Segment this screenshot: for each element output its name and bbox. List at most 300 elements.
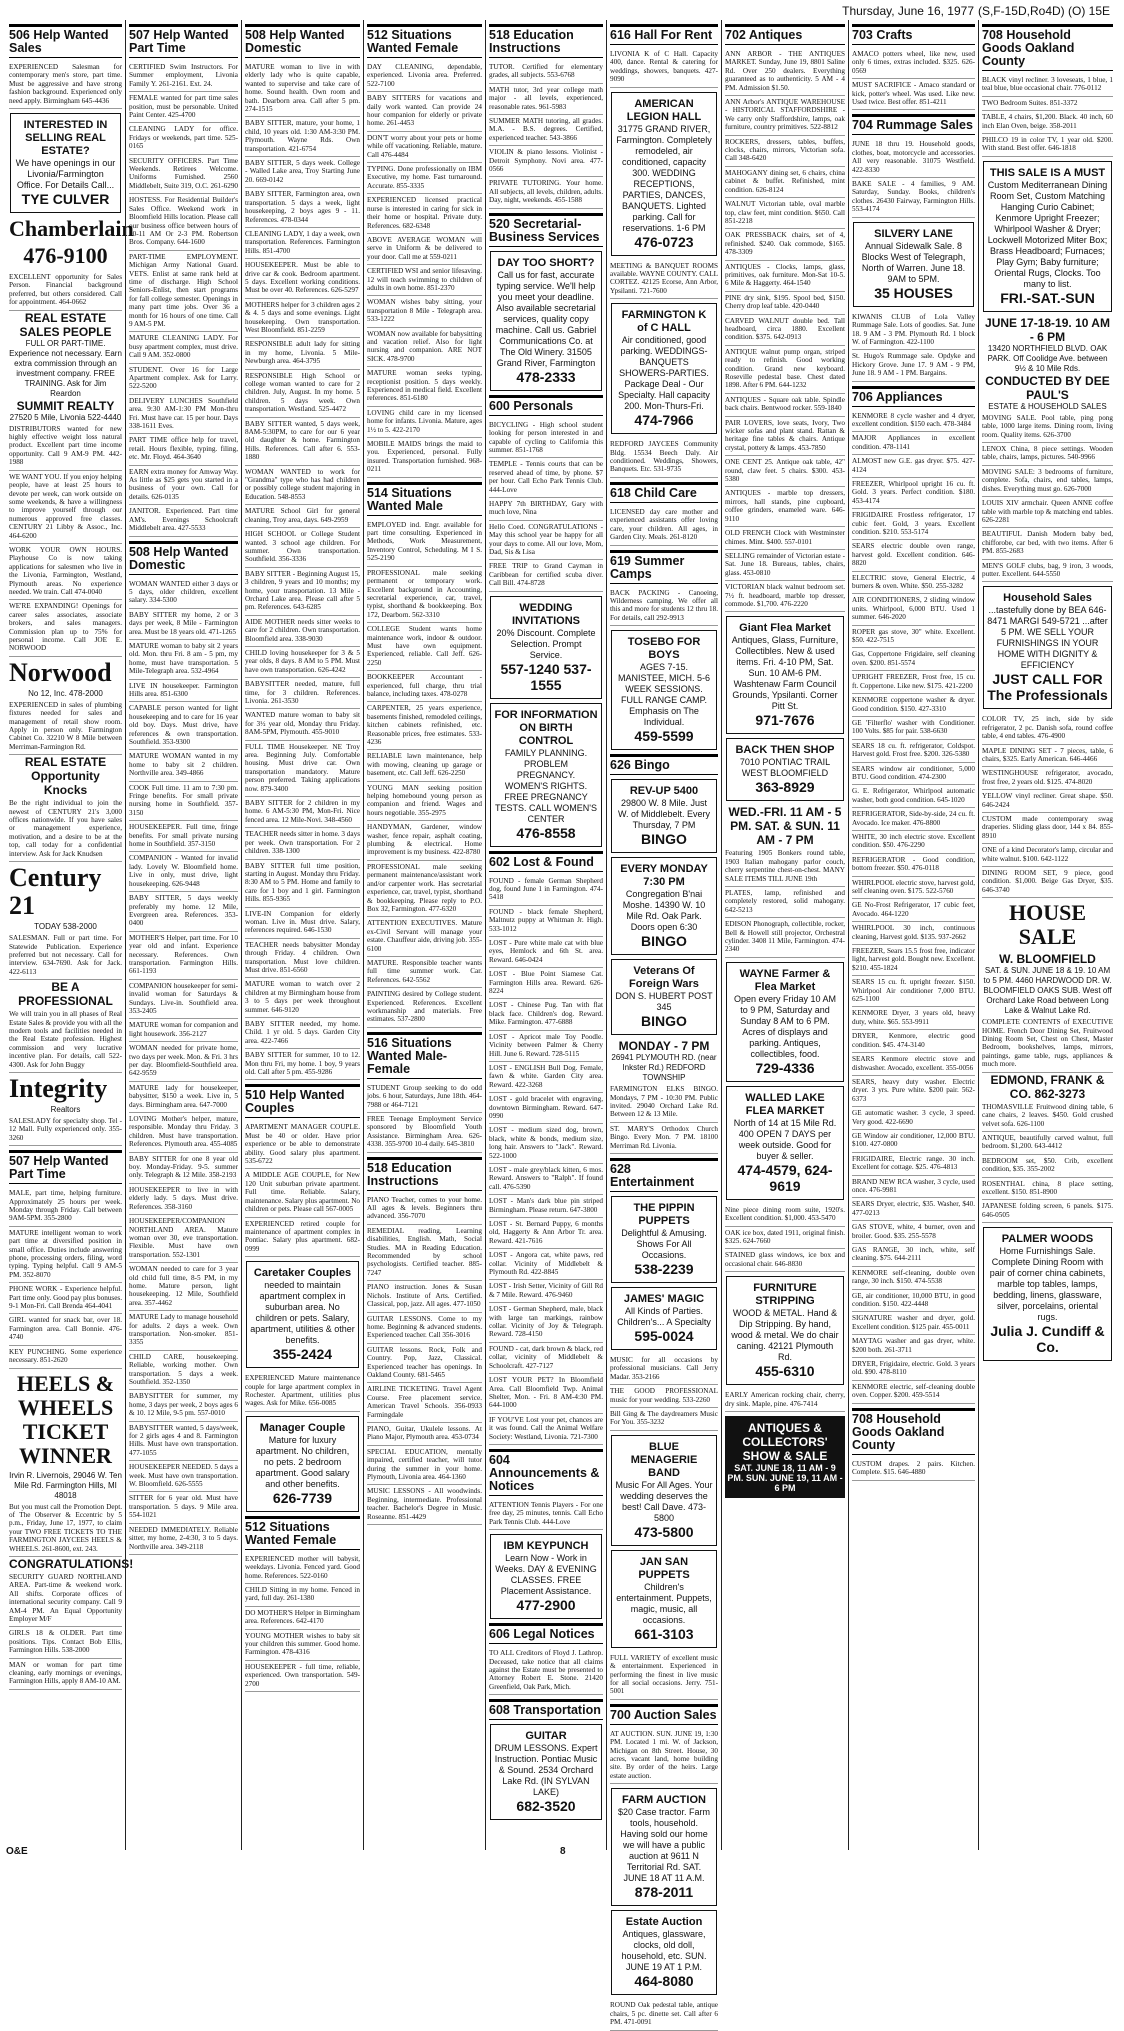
category-heading: 518 Education Instructions (367, 1157, 482, 1191)
display-ad-line: Antiques, Glass, Furniture, Collectibles. New & used items. Fri. 4-10 PM, Sat. Sun. 10 AM-6 PM. Washtenaw Farm Council Grounds, Ypsilanti. Corner Pitt St. (731, 635, 839, 712)
display-ad-line: 474-7966 (634, 412, 694, 429)
classified-ad: SITTER for 6 year old. Must have transportation. 5 days. 9 Mile area. 554-1021 (129, 1492, 238, 1523)
classified-ad: BABY SITTER, Farmington area, own transportation. 5 days a week, light housekeeping, 2 boys ages 9 - 11. References. 478-0344 (245, 188, 360, 228)
display-ad-line: BLUE MENAGERIE BAND (630, 1440, 698, 1479)
classified-ad: HOSTESS. For Residential Builder's Sales Office. Weekend work in Bloomfield Hills location. Please call our business office between hours of 10-11 AM Or 2-3 PM. Robertson Bros. Company. 644-1600 (129, 194, 238, 250)
display-ad-line: JAN SAN PUPPETS (638, 1555, 690, 1581)
ad-fine-print: ESTATE & HOUSEHOLD SALES (988, 401, 1107, 411)
classified-ad: WHIRLPOOL electric stove, harvest gold, self cleaning oven. $175. 522-5760 (852, 877, 975, 900)
display-ad-line: Estate Auction (625, 1916, 703, 1929)
display-headline: HOUSE SALE (1008, 900, 1087, 950)
display-ad-line: AGES 7-15. MANISTEE, MICH. 5-6 WEEK SESSIONS. FULL RANGE CAMP. Emphasis on The Individual. (617, 662, 710, 728)
classified-ad: JANITOR. Experienced. Part time AM's. Evenings Schoolcraft Middlebelt area. 427-5533 (129, 505, 238, 536)
display-ad (611, 1287, 717, 1350)
classified-ad: BEDROOM set, $50. Crib, excellent condition, $35. 355-2002 (982, 1155, 1113, 1178)
classified-ad: KENMORE coppertone washer & dryer. Good condition. $150. 427-3310 (852, 694, 975, 717)
classified-ad: BAKE SALE - 4 families, 9 AM. Saturday, Sunday. Books, children's clothes. 26430 Fairway, Farmington Hills. 553-4174 (852, 178, 975, 218)
classified-ad: CARPENTER, 25 years experience, basements finished, remodeled ceilings, kitchen cabinets refinished, etc. Reasonable prices, free estimates. 533-4236 (367, 702, 482, 750)
classified-ad: EXPERIENCED Mature maintenance couple for large apartment complex in Rochester. Apartment, utilities plus wages. Ask for Mike. 656-0085 (245, 1372, 360, 1412)
classified-ad: LOST YOUR PET? In Bloomfield Area. Call Bloomfield Twp. Animal Shelter, Mon. - Fri. 8 AM-4:30 PM. 644-1000 (489, 1374, 603, 1414)
display-ad-line: 557-1240 537-1555 (500, 660, 592, 693)
classified-ad: LOST - St. Bernard Puppy, 6 months old, Haggerty & Ann Arbor Tr. area. Reward. 421-7616 (489, 1218, 603, 1249)
classified-ad: BABY SITTER needed, my home. Child. 1 yr old. 5 days. Garden City area. 422-7466 (245, 1018, 360, 1049)
classified-ad: ANN ARBOR - THE ANTIQUES MARKET. Sunday, June 19, 8801 Saline Rd. Over 250 dealers. Everything guaranteed as to authenticity. 5 AM - 4 PM. Admission $1.50. (725, 48, 845, 96)
display-ad-line: 474-4579, 624-9619 (737, 1161, 833, 1194)
display-ad (853, 222, 974, 307)
display-ad (490, 251, 602, 391)
classified-ad: MATURE Lady to manage household for adults. 2 days a week. Own transportation. Non-smoker. 851-3355 (129, 1311, 238, 1351)
classified-ad: St. Hugo's Rummage sale. Opdyke and Hickory Grove. June 17. 9 AM - 9 PM, June 18. 9 AM - 1 PM. Bargains. (852, 350, 975, 381)
classified-ad: CERTIFIED Swim Instructors. For Summer employment, Livonia Family Y. 261-2161. Ext. 24. (129, 61, 238, 92)
classified-ad: SEARS 15 cu. ft. upright freezer. $150. Whirlpool Air conditioner 7,000 BTU. 625-1100 (852, 976, 975, 1007)
ad-fine-print: 26941 PLYMOUTH RD. (near Inkster Rd.) REDFORD TOWNSHIP (611, 1053, 717, 1083)
display-ad-line: JAMES' MAGIC (623, 1292, 705, 1305)
classified-ad: LIVE-IN Companion for elderly woman. Live in. Must drive. Salary, references required. 646-1530 (245, 908, 360, 939)
classified-ad: WESTINGHOUSE refrigerator, avocado, frost free, 2 years old. $125. 474-8020 (982, 767, 1113, 790)
classified-ad: JAPANESE folding screen, 6 panels. $175. 646-0505 (982, 1200, 1113, 1223)
classified-ad: LOST - German Shepherd, male, black with large tan markings, rainbow collar. Vicinity of Joy & Telegraph. Reward. 728-4150 (489, 1303, 603, 1343)
classified-ad: ELECTRIC stove, General Electric, 4 burners & oven. White. $50. 255-3282 (852, 572, 975, 595)
display-ad (983, 1227, 1112, 1361)
ad-fine-print: Realtors (50, 1104, 81, 1114)
classified-ad: YELLOW vinyl recliner. Great shape. $50. 646-2424 (982, 790, 1113, 813)
category-heading: 604 Announcements & Notices (489, 1449, 603, 1496)
display-ad-line: 729-4336 (755, 1059, 815, 1076)
classified-ad: We will train you in all phases of Real Estate Sales & provide you with all the modern tools and facilities needed in the Real Estate profession. Highest commission and very lucrative incentive plan. For details, call 522-4300. Ask for John Buggy (9, 1008, 122, 1073)
display-ad-line: ...tastefully done by BEA 646-8471 MARGI 549-5721 ...after 5 PM. WE SELL YOUR FURNISHINGS IN YOUR HOME WITH DIGNITY & EFFICIENCY (987, 605, 1108, 671)
classified-ad: PIANO, Guitar, Ukulele lessons. At Piano Major, Plymouth area. 453-0734 (367, 1423, 482, 1446)
classified-ad: GE Window air conditioner, 12,000 BTU. $100. 427-0800 (852, 1130, 975, 1153)
display-ad-line: Custom Mediterranean Dining Room Set, Custom Matching Hanging Curio Cabinet; Kenmore Upright Freezer; Whirlpool Washer & Dryer; Lockwell Motorized Miter Box; Brass Headboard; Furnaces; Play Gym; Baby furniture; Oriental Rugs, Clocks. Too many to list. (987, 179, 1108, 289)
classified-ad: STUDENT. Over 16 for Large Apartment complex. Ask for Larry. 522-5200 (129, 364, 238, 395)
display-ad-line: DRUM LESSONS. Expert Instruction. Pontiac Music & Sound. 2534 Orchard Lake Rd. (IN SYLVAN LAKE) (494, 1743, 598, 1798)
classified-ad: PINE dry sink, $195. Spool bed, $150. Cherry drop leaf table. 420-0440 (725, 292, 845, 315)
display-ad-line: Giant Flea Market (739, 622, 831, 635)
page-header (0, 4, 1124, 18)
classified-ad: CARVED WALNUT double bed. Tall headboard, circa 1880. Excellent condition. $375. 642-0913 (725, 315, 845, 346)
classified-ad: GE No-Frost Refrigerator, 17 cubic feet, Avocado. 464-1220 (852, 899, 975, 922)
category-heading: 606 Legal Notices (489, 1623, 603, 1644)
display-ad-line: North of 14 at 15 Mile Rd. 400 OPEN 7 DAYS per week outside. Good for buyer & seller. (733, 1117, 837, 1161)
display-ad-line: 626-7739 (272, 1489, 333, 1506)
display-ad-line: Children's entertainment. Puppets, magic, music, all occasions. (616, 1581, 712, 1625)
classified-ad: WOMAN now available for babysitting and vacation relief. Also for light nursing and companion. ARE NOT SICK. 478-9700 (367, 328, 482, 368)
display-ad-line: TYE CULVER (21, 191, 110, 208)
classified-ad: DON'T worry about your pets or home while off vacationing. Reliable, mature. Call 476-4484 (367, 132, 482, 163)
classified-ad: ONE CENT 25. Antique oak table, 42" round, claw feet. 5 chairs. $300. 453-5380 (725, 456, 845, 487)
classified-ad: COMPLETE CONTENTS of EXECUTIVE HOME. French Door Dining Set, Fruitwood Dining Room Set, Chest on Chest, Master Bedroom, bookshelves, lamps, mirrors, paintings, game table, rugs, appliances & much more. (982, 1016, 1113, 1072)
category-heading: 702 Antiques (725, 24, 845, 45)
display-ad (611, 630, 717, 750)
classified-ad: SEARS electric double oven range, harvest gold. Excellent condition. 646-8820 (852, 540, 975, 571)
classified-ad: BABY SITTER my home, 2 or 3 days per week, 8 Mile - Farmington area. Must be 18 years old. 471-1265 (129, 609, 238, 640)
classified-ad: ATTENTION EXECUTIVES. Mature ex-Civil Servant will manage your estate. Chauffeur aide, driving job. 355-6100 (367, 917, 482, 957)
classified-ad: BABY SITTER - Beginning August 15, 3 children, 9 years and 10 months; my home, your transportation. 13 Mile - Orchard Lake area. Please call after 5 pm. References. 643-6285 (245, 568, 360, 616)
display-ad-line: Home Furnishings Sale. Complete Dining Room with pair of corner china cabinets, marble top tables, lamps, bedding, linens, glassware, silver, porcelains, oriental rugs. (989, 1246, 1106, 1323)
classified-ad: CHILD Sitting in my home. Fenced in yard, full day. 261-1380 (245, 1584, 360, 1607)
display-ad-line: THIS SALE IS A MUST (989, 166, 1106, 179)
classified-ad: LOVING Mother's helper, mature, responsible. Monday thru Friday. 3 children. Must have transportation. References. Plymouth area. 455-4085 (129, 1113, 238, 1153)
category-heading: 608 Transportation (489, 1699, 603, 1720)
ad-subheading: SUMMIT REALTY (16, 398, 115, 413)
classified-ad: WOMAN WANTED to work for "Grandma" type who has had children or possibly college student majoring in Education. 548-8553 (245, 466, 360, 506)
display-ad-line: Antiques, glassware, clocks, old doll, household, etc. SUN. JUNE 19 AT 1 P.M. (621, 1929, 707, 1973)
classified-ad: TEACHER needs sitter in home. 3 days per week. Own transportation. For 2 children. 338-1300 (245, 828, 360, 859)
display-ad-line: 971-7676 (755, 712, 815, 729)
display-ad-line: FARM AUCTION (622, 1794, 706, 1807)
classified-ad: Bill Ging & The daydreamers Music For You. 355-3232 (610, 1408, 718, 1431)
classified-ad: FOUND - black female Shepherd, Maltnutz puppy at Whitman Jr. High. 533-1012 (489, 906, 603, 937)
classified-ad: MAYTAG washer and gas dryer, white. $200 both. 261-3711 (852, 1335, 975, 1358)
classified-ad: BABYSITTER wanted, 5 days/week, for 2 girls ages 4 and 8. Farmington Hills. Must have own transportation. 477-1055 (129, 1422, 238, 1462)
category-heading: 708 Household Goods Oakland County (982, 24, 1113, 71)
classified-ad: SELLING remainder of Victorian estate - Sat. June 18. Bureaus, tables, chairs, glass. 453-0810 (725, 550, 845, 581)
display-ad-line: Annual Sidewalk Sale. 8 Blocks West of Telegraph, North of Warren. June 18. 9AM to 5PM. (861, 240, 966, 284)
display-ad (611, 959, 717, 1035)
classified-ad: EXPERIENCED retired couple for maintenance of apartment complex in Pontiac. Salary plus apartment. 682-0999 (245, 1218, 360, 1258)
classified-ad: MATURE woman to live in with elderly lady who is quite capable, wanted to supervise and take care of home. Sound health. Own room and bath. Dearborn area. Call after 5 pm. 274-1515 (245, 61, 360, 117)
classified-ad: JUNE 18 thru 19. Household goods, clothes, boat, motorcycle and accessories. All very reasonable. 31075 Westfield. 422-8330 (852, 138, 975, 178)
display-ad-line: Julia J. Cundiff & Co. (990, 1323, 1105, 1356)
classified-ad: TYPING. Done professionally on IBM Executive, my home. Fast turnaround. Accurate. 855-3335 (367, 163, 482, 194)
classified-ad: FREEZER, Sears 15.5 frost free, indicator light, harvest gold. Bought new. Excellent. $210. 455-1824 (852, 945, 975, 976)
classified-ad: LOST - Irish Setter, Vicinity of Gill Rd & 7 Mile. Reward. 476-9460 (489, 1280, 603, 1303)
classified-ad: RESPONSIBLE adult lady for sitting in my home, Livonia. 5 Mile-Newburgh area. 464-3795 (245, 338, 360, 369)
classified-ad: MATURE intelligent woman to work part time at diversified position in small office. Duties include answering phone, processing orders, filing, word typing. Typing helpful. Call 9 AM-5 PM. 352-8070 (9, 1227, 122, 1283)
inverted-display-ad (725, 1416, 845, 1498)
classified-ad: SEARS, heavy duty washer. Electric dryer. 3 yrs. Pure white. $200 pair. 562-6373 (852, 1076, 975, 1107)
classified-ad: A MIDDLE AGE COUPLE, for New 120 Unit suburban private apartment. Full time. Reliable. Salary, maintenance. Salary plus apartment. No children or pets. Please call 567-0005 (245, 1169, 360, 1217)
display-ad-line: 477-2900 (516, 1597, 576, 1614)
display-ad-line: Congregation B'nai Moshe. 14390 W. 10 Mile Rd. Oak Park. Doors open 6:30 (622, 889, 706, 933)
classified-ad: MATURE CLEANING LADY. For busy apartment complex, must drive. Call 9 AM. 352-0800 (129, 332, 238, 363)
classified-ad: PART TIME office help for travel, retail. Hours flexible, typing. filing, etc. Mr. Floyd. 464-3640 (129, 434, 238, 465)
classified-ad: BACK PACKING - Canoeing, Wilderness camping. We offer all this and more for students 12 thru 18. For details, call 292-9913 (610, 587, 718, 627)
display-ad (246, 1261, 359, 1368)
classified-ad: Nine piece dining room suite, 1920's. Excellent condition. $1,000. 453-5470 (725, 1204, 845, 1227)
classified-ad: LENOX China, 8 piece settings. Wooden table, chairs, lamps, pictures. 540-9966 (982, 443, 1113, 466)
display-ad-line: WEDDING INVITATIONS (511, 601, 581, 627)
classified-ad: FRIGIDAIRE Frostless refrigerator, 17 cubic feet. Gold, 3 years. Excellent condition. $210. 553-5174 (852, 509, 975, 540)
classified-ad: STUDENT Group seeking to do odd jobs. 6 hour, Saturdays, June 18th. 464-7988 or 464-7121 (367, 1082, 482, 1113)
classified-ad: THOMASVILLE Fruitwood dining table, 6 cane chairs, 2 leaves. $450. Gold crushed velvet sofa. 626-1100 (982, 1101, 1113, 1132)
classified-ad: FOUND - cat, dark brown & black, red collar, vicinity of Middlebelt & Schoolcraft. 427-7127 (489, 1343, 603, 1374)
display-headline: HEELS & WHEELS TICKET WINNER (16, 1370, 115, 1468)
classified-ad: FEMALE wanted for part time sales position, must be personable. United Paint Center. 425-4700 (129, 92, 238, 123)
classified-ad: MEETING & BANQUET ROOMS available. WAYNE COUNTY. CALL CORTEZ. 42125 Ecorse, Ann Arbor, Ypsilanti. 721-7600 (610, 260, 718, 300)
display-ad-line: FRI.-SAT.-SUN (1000, 289, 1095, 306)
classified-ad: HIGH SCHOOL or College Student wanted. 3 school age children. For summer. Own transportation. Southfield. 356-3336 (245, 528, 360, 568)
classified-ad: MAJOR Appliances in excellent condition. 478-1141 (852, 432, 975, 455)
category-heading: 510 Help Wanted Couples (245, 1084, 360, 1118)
classified-ad: UPRIGHT FREEZER, Frost free, 15 cu. ft. Coppertone. Like new. $175. 421-2200 (852, 671, 975, 694)
classified-ad: MATURE WOMAN wanted in my home to baby sit 2 children. Northville area. 349-4866 (129, 750, 238, 781)
display-ad-line: JUST CALL FOR The Professionals (987, 671, 1108, 704)
ad-subheading: REAL ESTATE Opportunity Knocks (24, 755, 107, 798)
classified-column (241, 20, 363, 1850)
classified-ad: ALMOST new G.E. gas dryer. $75. 427-4124 (852, 455, 975, 478)
display-ad-line: FARMINGTON K of C HALL (621, 309, 707, 335)
classified-ad: EDISON Phonograph, collectible, rocker, Bell & Howell still projector, Orchestral cylinder. 3408 11 Mile, Farmington. 474-2340 (725, 918, 845, 958)
category-heading: 706 Appliances (852, 386, 975, 407)
classified-ad: TWO Bedroom Suites. 851-3372 (982, 97, 1113, 111)
display-ad (490, 703, 602, 847)
classified-ad: LOST - gold bracelet with engraving, downtown Birmingham. Reward. 647-0990 (489, 1093, 603, 1124)
classified-ad: PIANO instruction. Jones & Susan Nichols. Institute of Arts. Certified. Classical, pop, jazz. All ages. 477-1050 (367, 1281, 482, 1312)
issue-date: Thursday, June 16, 1977 (842, 4, 974, 18)
category-heading: 618 Child Care (610, 482, 718, 503)
display-ad (490, 596, 602, 699)
ad-fine-print: FULL OR PART-TIME. Experience not necessary. Earn extra commission through an investment company. FREE TRAINING. Ask for Jim Reardon (9, 338, 122, 398)
classified-ad: FOUND - female German Shepherd dog, found June 1 in Farmington. 474-5418 (489, 875, 603, 906)
classified-ad: DINING ROOM SET, 9 piece, good condition. $1,000. Beige Gas Dryer, $35. 646-3740 (982, 867, 1113, 898)
classified-ad: CUSTOM made contemporary swag draperies. Sliding glass door, 144 x 84. 855-8910 (982, 813, 1113, 844)
display-ad-line: Caretaker Couples (253, 1267, 352, 1280)
classified-ad: TABLE, 4 chairs, $1,200. Black. 40 inch, 60 inch Elan Oven, beige. 358-2011 (982, 111, 1113, 134)
classified-ad: SEARS Kenmore electric stove and dishwasher. Avocado, excellent. 355-0056 (852, 1053, 975, 1076)
classified-ad: GE 'Filterflo' washer with Conditioner. 100 Volts. $85 for pair. 538-6630 (852, 717, 975, 740)
classified-ad: BABY SITTER for 2 children in my home. 6 AM-5:30 PM, Mon-Fri. Nice fenced area. 12 Mile-Novi. 348-4560 (245, 797, 360, 828)
classified-ad: MOTHERS helper for 3 children ages 2 & 4. 5 days and some evenings. Light housekeeping. Own transportation. West Bloomfield. 851-2259 (245, 299, 360, 339)
classified-ad: ANTIQUES - Clocks, lamps, glass, primitives, oak furniture. Mon-Sat 10-5. 6 Mile & Haggerty. 464-1540 (725, 261, 845, 292)
classified-ad: MATURE woman for companion and light housework. 356-2127 (129, 1019, 238, 1042)
category-heading: 512 Situations Wanted Female (367, 24, 482, 58)
classified-ad: FREEZER, Whirlpool upright 16 cu. ft. Gold. 3 years. Perfect condition. $180. 453-4174 (852, 478, 975, 509)
display-ad-line: THE PIPPIN PUPPETS (633, 1201, 695, 1227)
company-logotype: Century 21 (9, 863, 102, 921)
display-ad-line: BINGO (641, 1013, 687, 1030)
classified-ad: BABY SITTERS for vacations and daily work wanted. Can provide 24 hour companion for elderly or private home. 261-4453 (367, 92, 482, 132)
classified-ad: BABYSITTER needed, mature, full time, for 3 children. References. Livonia. 261-3530 (245, 678, 360, 709)
classified-column (125, 20, 241, 1850)
classified-ad: PLATES, lamp, refinished and completely restored, solid mahogany. 642-5213 (725, 887, 845, 918)
display-ad-line: 682-3520 (516, 1798, 576, 1815)
display-ad-line: Open every Friday 10 AM to 9 PM, Saturday and Sunday 8 AM to 6 PM. Acres of displays and parking. Antiques, collectibles, food. (733, 993, 837, 1059)
classified-ad: ROCKERS, dressers, tables, buffets, clocks, chairs, mirrors, Victorian sofa. Call 348-6420 (725, 136, 845, 167)
classified-ad: LOST - Apricot male Toy Poodle. Vicinity between Palmer & Cherry Hill. June 6. Reward. 728-5115 (489, 1031, 603, 1062)
ad-subheading: MONDAY - 7 PM (618, 1039, 710, 1054)
ad-fine-print: TODAY 538-2000 (34, 922, 97, 932)
classified-ad: YOUNG MAN seeking position helping homebound young person as companion and friend. Wages and hours negotiable. 355-2975 (367, 782, 482, 822)
classified-ad: MUSIC LESSONS - All woodwinds. Beginning, intermediate. Professional teacher. Bachelor's Degree in Music. Roseanne. 851-4429 (367, 1485, 482, 1525)
classified-ad: MOVING SALE: 3 bedrooms of furniture, complete. Sofa, chairs, end tables, lamps, dishes. Everything must go. 626-7000 (982, 466, 1113, 497)
classified-ad: GE automatic washer. 3 cycle, 3 speed. Very good. 422-6690 (852, 1107, 975, 1130)
classified-ad: AIDE MOTHER needs sitter weeks to care for 2 children. Own transportation. Bloomfield area. 338-9030 (245, 616, 360, 647)
display-ad (10, 113, 121, 213)
classified-ad: LOST - Man's dark blue pin striped Birmingham. Please return. 647-3800 (489, 1195, 603, 1218)
classified-ad: BRAND NEW RCA washer, 3 cycle, used once. 476-9981 (852, 1176, 975, 1199)
classified-ad: SUMMER MATH tutoring, all grades. M.A. - B.S. degrees. Certified, experienced teacher. 543-3866 (489, 115, 603, 146)
display-ad-line: 20% Discount. Complete Selection. Prompt Service. (496, 627, 596, 660)
classified-ad: LOST - ENGLISH Bull Dog. Female, fawn & white. Garden City area. Reward. 422-3268 (489, 1062, 603, 1093)
category-heading: 708 Household Goods Oakland County (852, 1408, 975, 1455)
classified-ad: GIRLS 18 & OLDER. Part time positions. Tips. Contact Bob Ellis, Farmington Hills. 538-2000 (9, 1627, 122, 1658)
classified-ad: LIVONIA K of C Hall. Capacity 400, dance. Rental & catering for weddings, showers, banquets. 427-9090 (610, 48, 718, 88)
classified-ad: OAK ice box, dated 1911, original finish. $325. 624-7660 (725, 1227, 845, 1250)
classified-ad: MATURE woman to baby sit 2 years old. Mon. thru Fri. 8 am - 5 pm, my home, must have transportation. 5 Mile-Telegraph area. 532-4964 (129, 640, 238, 680)
classified-ad: ROSENTHAL china, 8 place setting, excellent. $150. 851-8900 (982, 1178, 1113, 1201)
classified-ad: PRIVATE TUTORING. Your home. All subjects, all levels, children, adults. Day, night, weekends. 455-1588 (489, 177, 603, 208)
classified-ad: TEACHER needs babysitter Monday through Friday. 4 children. Own transportation. Must love children. Must drive. 851-6560 (245, 939, 360, 979)
display-ad (611, 1550, 717, 1648)
classified-ad: ANTIQUE, beautifully carved walnut, full bedroom. $1,200. 643-4412 (982, 1132, 1113, 1155)
classified-ad: MATH tutor, 3rd year college math major - all levels, experienced, reasonable rates. 961-5983 (489, 84, 603, 115)
category-heading: 626 Bingo (610, 754, 718, 775)
classified-ad: EARLY American rocking chair, cherry, dry sink. Maple, pine. 476-7414 (725, 1389, 845, 1412)
ad-subheading: CONGRATULATIONS! (9, 1556, 134, 1571)
classified-ad: NEEDED IMMEDIATELY. Reliable sitter, my home, 2-4:30, 3 to 5 days. Northville area. 349-2118 (129, 1524, 238, 1555)
classified-ad: Be the right individual to join the newest of CENTURY 21's 3,000 offices nationwide. If you have sales or management experience, motivation, and a desire to be at the top, call today for a confidential interview. Ask for Jack Knudsen (9, 797, 122, 862)
classified-ad: GAS RANGE, 30 inch, white, self cleaning. $75. 644-2111 (852, 1244, 975, 1267)
classified-ad: TEMPLE - Tennis courts that can be reserved ahead of time, by phone. $7 per hour. Call Echo Park Tennis Club. 444-Love (489, 458, 603, 498)
category-heading: 507 Help Wanted Part Time (9, 1150, 122, 1184)
classified-ad: But you must call the Promotion Dept. of The Observer & Eccentric by 5 p.m., Friday, June 17, 1977, to claim your TWO FREE TICKETS TO THE FARMINGTON JAYCEES HEELS & WHEELS. 261-8600, ext. 243. (9, 1501, 122, 1557)
display-ad (726, 616, 844, 734)
classified-ad: G. E. Refrigerator, Whirlpool automatic washer, both good condition. 645-1020 (852, 785, 975, 808)
classified-ad: WOMAN needed to care for 3 year old child full time, 8-5 PM, in my home. Mature person, light housekeeping. 12 Mile, Southfield area. 357-4462 (129, 1263, 238, 1311)
classified-ad: KENMORE 8 cycle washer and 4 dryer, excellent condition. $150 each. 478-3484 (852, 410, 975, 433)
classified-ad: BABY SITTER, 5 days weekly preferably my home. 12 Mile, Evergreen area. References. 353-0400 (129, 892, 238, 932)
display-ad-line: 363-8929 (755, 779, 815, 796)
classified-ad: ROUND Oak pedestal table, antique chairs, 5 pc. dinette set. Call after 6 PM. 471-0091 (610, 1999, 718, 2030)
category-heading: 616 Hall For Rent (610, 24, 718, 45)
display-ad-line: All Kinds of Parties. Children's... A Specialty (617, 1305, 711, 1327)
classified-ad: EXPERIENCED Salesman for contemporary men's store, part time. Must be aggressive and have strong fashion background. Experienced only need apply. Birmingham 645-4436 (9, 61, 122, 109)
category-heading: 508 Help Wanted Domestic (245, 24, 360, 58)
display-ad-line: FURNITURE STRIPPING (753, 1282, 817, 1308)
footer-page-label: O&E (6, 1846, 28, 1857)
display-ad (611, 303, 717, 434)
classified-ad: CHILD loving housekeeper for 3 & 5 year olds, 8 days. 8 AM to 5 PM. Must have own transportation. 626-4242 (245, 647, 360, 678)
classified-ad: PIANO Teacher, comes to your home. All ages & levels. Beginners thru advanced. 356-7070 (367, 1194, 482, 1225)
classified-ad: ANTIQUE walnut pump organ, striped ready to refinish. Good working condition. Grand new keyboard. Roseville pedestal base. Chest dated 1898. After 6 PM. 644-1232 (725, 346, 845, 394)
classified-ad: PHONE WORK - Experience helpful. Part time only. Good pay plus bonuses. 9-1 Mon-Fri. Call Brenda 464-4041 (9, 1283, 122, 1314)
classified-ad: RESPONSIBLE High School or college woman wanted to care for 2 children. July, August. In my home. 5 children. 5 days week. Own transportation. Westland. 525-4472 (245, 370, 360, 418)
classified-ad: WANTED mature woman to baby sit for 3½ year old, Monday thru Friday. 8AM-5PM, Plymouth. 455-9010 (245, 709, 360, 740)
classified-ad: MAHOGANY dining set, 6 chairs, china cabinet & buffet. Refinished, mint condition. 626-8124 (725, 167, 845, 198)
display-ad-line: needed to maintain apartment complex in suburban area. No children or pets. Salary, apartment, utilities & other benefits. (250, 1280, 355, 1346)
company-logotype: Norwood (9, 657, 112, 687)
classified-ad: DRYER, Frigidaire, electric. Gold. 3 years old. $90. 478-8110 (852, 1358, 975, 1381)
classified-ad: TUTOR. Certified for elementary grades, all subjects. 553-6768 (489, 61, 603, 84)
classified-ad: LOST - Pure white male cat with blue eyes, Hemlock and 6th St. area. Reward. 646-0424 (489, 937, 603, 968)
classified-ad: ST. MARY'S Orthodox Church Bingo. Every Mon. 7 PM. 18100 Merriman Rd. Livonia. (610, 1123, 718, 1154)
classified-ad: IF YOU'VE Lost your pet, chances are it was found. Call the Animal Welfare Society: Westland, Livonia. 721-7300 (489, 1414, 603, 1445)
display-ad-line: 459-5599 (634, 728, 694, 745)
classified-ad: COLLEGE Student wants home maintenance work, indoor & outdoor. Must have own equipment. Experienced, reliable. Call Jeff. 626-2250 (367, 623, 482, 671)
classified-ad: WOMAN needed for private home, two days per week. Mon. & Fri. 3 hrs per day. Bloomfield-Southfield area. 642-9559 (129, 1042, 238, 1082)
classified-ad: HOUSEKEEPER/COMPANION NORTHLAND AREA. Mature woman over 30, eve transportation. Flexible. Must have own transportation. 552-1301 (129, 1215, 238, 1263)
display-ad (726, 962, 844, 1082)
display-ad (611, 1910, 717, 1995)
classified-ad: FARMINGTON ELKS BINGO. Mondays, 7 PM - 10:30 PM. Public invited. 29040 Orchard Lake Rd. Between 12 & 13 Mile. (610, 1083, 718, 1123)
display-ad-line: 661-3103 (634, 1625, 694, 1642)
classified-ad: CLEANING LADY for office. Fridays or weekends, part time. 525-0165 (129, 123, 238, 154)
classified-ad: WOMAN WANTED either 3 days or 5 days, older children, excellent salary. 334-5300 (129, 578, 238, 609)
classified-ad: BABY SITTER for one 8 year old boy. Monday-Friday. 9-5. summer only. Telegraph & 12 Mile. 358-2193 (129, 1153, 238, 1184)
classified-ad: PHILCO 19 in color TV, 1 year old. $200. With stand. Best offer. 646-1818 (982, 134, 1113, 157)
classified-ad: VICTORIAN black walnut bedroom set. 7½ ft. headboard, marble top dresser, commode. $1,700. 476-2220 (725, 581, 845, 612)
classified-ad: EXPERIENCED mother will babysit, weekdays. Livonia. Fenced yard. Good home. References. 522-0160 (245, 1553, 360, 1584)
display-ad-line: $20 Case tractor. Farm tools, household. Having sold our home we will have a public auction at 9611 N Territorial Rd. SAT. JUNE 18 AT 11 A.M. (617, 1807, 711, 1884)
display-ad (611, 1435, 717, 1546)
category-heading: 703 Crafts (852, 24, 975, 45)
display-ad-line: 476-8558 (516, 824, 576, 841)
display-ad (611, 857, 717, 955)
classified-ad: WOMAN wishes baby sitting, your transportation 8 Mile - Telegraph area. 533-1222 (367, 296, 482, 327)
classified-ad: AIR CONDITIONERS, 2 sliding window units. Whirlpool, 6,000 BTU. Used 1 summer. 646-2020 (852, 594, 975, 625)
classified-ad: LOST - male grey/black kitten, 6 mos. Reward. Answers to "Ralph". If found call. 476-5390 (489, 1164, 603, 1195)
footer-page-number: 8 (560, 1846, 566, 1857)
classified-ad: DISTRIBUTORS wanted for new highly effective weight loss natural product. Excellent part time income opportunity. Call 9 AM-9 PM. 442-1988 (9, 423, 122, 471)
display-headline: 476-9100 (23, 243, 108, 269)
display-ad-line: ANTIQUES & COLLECTORS' SHOW & SALE (742, 1421, 828, 1464)
classified-ad: CLEANING LADY, 1 day a week, own transportation. References. Farmington Hills. 851-4700 (245, 228, 360, 259)
classified-ad: DO MOTHER'S Helper in Birmingham area. References. 642-4170 (245, 1607, 360, 1630)
classified-ad: KENMORE electric, self-cleaning double oven. Copper. $200. 459-5514 (852, 1381, 975, 1404)
display-ad (490, 1534, 602, 1619)
display-ad-line: 29800 W. 8 Mile. Just W. of Middlebelt. Every Thursday, 7 PM (617, 798, 711, 831)
classified-ad: BLACK vinyl recliner. 3 loveseats, 1 blue, 1 teal blue, blue occasional chair. 776-0112 (982, 74, 1113, 97)
classified-ad: THE GOOD PROFESSIONAL music for your wedding. 533-2260 (610, 1385, 718, 1408)
classified-ad: GUITAR lessons. Rock, Folk and Country. Pop, Jazz, Classical. Experienced teacher has openings. In Oakland County. 681-5465 (367, 1344, 482, 1384)
display-ad-line: Manager Couple (259, 1421, 346, 1434)
classified-ad: SECURITY GUARD NORTHLAND AREA. Part-time & weekend work. All shifts. Corporate offices of international security company. Call 9 AM-4 PM. An Equal Opportunity Employer M/F (9, 1571, 122, 1627)
classified-ad: BABY SITTER, mature, your home, 1 child, 10 years old. 1:30 AM-3:30 PM. Plymouth. Wayne Rds. Own transportation. 421-6754 (245, 117, 360, 157)
classified-ad: BABY SITTER full time position, starting in August. Monday thru Friday. 8:30 AM to 5 PM. Home and family to care for 1 boy and 1 girl. Farmington Hills. 855-9365 (245, 860, 360, 908)
ad-subheading: EDMOND, FRANK & CO. 862-3273 (990, 1072, 1105, 1101)
classified-ad: HOUSEKEEPER - full time, reliable, experienced. Own transportation. 549-2700 (245, 1661, 360, 1692)
display-ad-line: SAT. JUNE 18, 11 AM - 9 PM. SUN. JUNE 19, 11 AM - 6 PM (727, 1463, 843, 1494)
classified-ad: REFRIGERATOR, Side-by-side, 24 cu. ft. Avocado. Ice maker. 476-8800 (852, 808, 975, 831)
classified-ad: LICENSED day care mother and experienced assistants offer loving care, your children. All ages, in Garden City. Meals. 261-8120 (610, 506, 718, 546)
classified-ad: MOBILE MAIDS brings the maid to you. Experienced, personal. Fully insured. Transportation furnished. 968-0211 (367, 438, 482, 478)
classified-ad: KIWANIS CLUB of Lola Valley Rummage Sale. Lots of goodies. Sat. June 18. 9 AM - 3 PM. Plymouth Rd. 1 block W. of Farmington. 422-1100 (852, 311, 975, 351)
ad-subheading: WED.-FRI. 11 AM - 5 PM. SAT. & SUN. 11 AM - 7 PM (728, 805, 842, 848)
display-ad-line: Mature for luxury apartment. No children, no pets. 2 bedroom apartment. Good salary and other benefits. (255, 1434, 350, 1489)
display-ad-line: FAMILY PLANNING. PROBLEM PREGNANCY. WOMEN'S RIGHTS. FREE PREGNANCY TESTS. CALL WOMEN'S CENTER (495, 747, 597, 824)
classified-ad: REDFORD JAYCEES Community Bldg. 15534 Beech Daly. Air conditioned. Weddings, Showers, Banquets. Etc. 531-9735 (610, 438, 718, 478)
classified-ad: WE WANT YOU. If you enjoy helping people, have at least 25 hours to devote per week, can work outside on some weekends, & have a willingness to improve yourself through our numerous approved free classes. CENTURY 21 Libby & Assoc., Inc. 464-6200 (9, 471, 122, 544)
display-ad (726, 1086, 844, 1200)
classified-ad: FULL TIME Housekeeper. NE Troy area. Beginning July. Comfortable housing. Must drive car. Own transportation mandatory. Mature person preferred. Taking applications now. 879-3400 (245, 741, 360, 797)
classified-ad: PROFESSIONAL male seeking permanent maintenance/assistant work and/or carpenter work. Has secretarial experience, car, travel, typist, shorthand & bookkeeping. Please reply to P.O. Box 32, Farmington. 477-6320 (367, 861, 482, 917)
classified-ad: MATURE School Girl for general cleaning, Troy area, days. 649-2959 (245, 505, 360, 528)
classified-ad: FREE Teenage Employment Service sponsored by Bloomfield Youth Assistance. Birmingham Area. 626-4338. 355-9700 10-4 daily. 645-3810 (367, 1113, 482, 1153)
display-ad-line: BINGO (641, 933, 687, 950)
classified-ad: GUITAR LESSONS. Come to my home. Beginning & advanced students. Experienced teacher. Call 356-3016 (367, 1313, 482, 1344)
classified-ad: TO ALL Creditors of Floyd J. Lathrop. Deceased, take notice that all claims against the Estate must be presented to Attorney Robert E. Stone. 21420 Greenfield, Oak Park, Mich. (489, 1647, 603, 1695)
ad-subheading: BE A PROFESSIONAL (18, 980, 113, 1009)
classified-ad: DELIVERY LUNCHES Southfield area. 9:30 AM-1:30 PM Mon-thru Fri. Must have car. 15 per hour. Days 338-1611 Eves. (129, 395, 238, 435)
display-ad (611, 1788, 717, 1906)
display-headline: Chamberlain (9, 216, 134, 242)
classified-ad: FRIGIDAIRE, Electric range. 30 inch. Excellent for cottage. $25. 476-4813 (852, 1153, 975, 1176)
classified-ad: AT AUCTION. SUN. JUNE 19, 1:30 PM. Located 1 mi. W. of Jackson, Michigan on 8th Street. House, 30 acres, vacant land, home building site. By order of the heirs. Large estate auction. (610, 1728, 718, 1784)
classified-ad: SEARS Dryer, electric, $35. Washer, $40. 477-0213 (852, 1198, 975, 1221)
classified-ad: MATURE. Responsible teacher wants full time summer work. Car. References. 642-5562 (367, 957, 482, 988)
display-ad (246, 1416, 359, 1512)
classified-ad: ABOVE AVERAGE WOMAN will serve in Uniform & be delivered to your door. Call me at 559-0211 (367, 234, 482, 265)
display-ad-line: 478-2333 (516, 368, 576, 385)
classified-ad: MALE, part time, helping furniture. Approximately 25 hours per week. Monday through Friday. Call between 9AM-5PM. 355-2800 (9, 1187, 122, 1227)
classified-ad: MOVING SALE. Pool table, ping pong table, 1000 large items. Dining room, living room. Quality items. 626-3700 (982, 412, 1113, 443)
classified-ad: ROPER gas stove, 30" white. Excellent. $50. 422-7515 (852, 626, 975, 649)
classifieds-page (6, 20, 1118, 2027)
display-ad-line: EVERY MONDAY 7:30 PM (620, 863, 708, 889)
classified-ad: BABY SITTER for summer, 10 to 12. Mon thru Fri, my home. 1 boy, 9 years old. Call after 5 pm. 455-9286 (245, 1049, 360, 1080)
category-heading: 628 Entertainment (610, 1158, 718, 1192)
